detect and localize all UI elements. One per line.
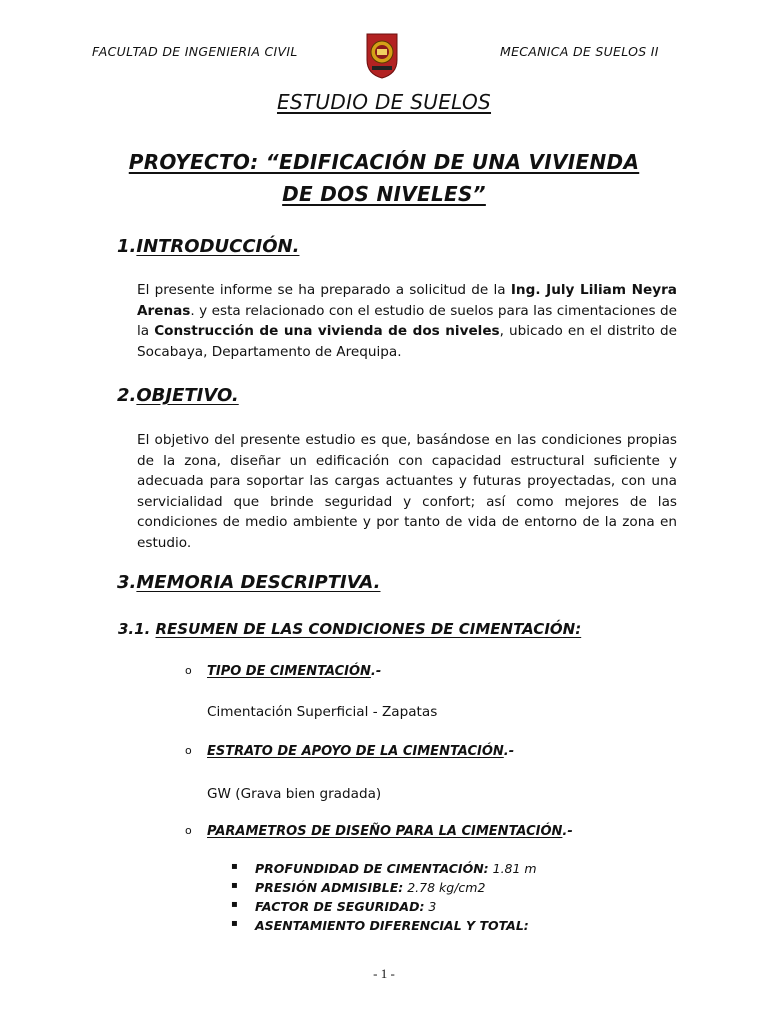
- bullet-icon: o: [185, 744, 192, 757]
- introduccion-paragraph: [137, 280, 677, 362]
- item-heading-estrato: [207, 744, 514, 759]
- param-label: FACTOR DE SEGURIDAD:: [255, 899, 425, 914]
- subsection-heading: [118, 620, 581, 638]
- param-label: PRESIÓN ADMISIBLE:: [255, 880, 404, 895]
- section-heading-introduccion: [117, 236, 299, 257]
- subsection-separator: .: [144, 620, 156, 638]
- param-asentamiento: [255, 918, 529, 933]
- param-value: 2.78 kg/cm2: [403, 880, 486, 895]
- item-title: TIPO DE CIMENTACIÓN: [207, 664, 371, 679]
- header-course: MECANICA DE SUELOS II: [500, 44, 659, 59]
- param-label: ASENTAMIENTO DIFERENCIAL Y TOTAL:: [255, 918, 529, 933]
- item-text-estrato: GW (Grava bien gradada): [207, 786, 382, 802]
- objetivo-paragraph: El objetivo del presente estudio es que, basándose en las condiciones propias de la zona, diseñar un edificación con capacidad estructural suficiente y adecuada para soportar las cargas actuantes y futuras proyectadas, con una servicialidad que brinde seguridad y confort; así como mejores de las condiciones de medio ambiente y por tanto de vida de entorno de la zona en estudio.: [137, 432, 677, 551]
- square-bullet-icon: ▪: [231, 899, 238, 910]
- section-number: 1.: [117, 236, 137, 257]
- item-text-tipo: Cimentación Superficial - Zapatas: [207, 704, 438, 720]
- param-presion: [255, 880, 485, 895]
- project-title-line1: PROYECTO: “EDIFICACIÓN DE UNA VIVIENDA: [128, 150, 640, 174]
- param-value: 3: [424, 899, 437, 914]
- document-title: ESTUDIO DE SUELOS: [276, 90, 492, 114]
- param-label: PROFUNDIDAD DE CIMENTACIÓN:: [255, 861, 489, 876]
- square-bullet-icon: ▪: [231, 918, 238, 929]
- item-suffix: .-: [370, 664, 382, 679]
- section-number: 3.: [117, 572, 137, 593]
- section-title: INTRODUCCIÓN.: [136, 236, 300, 257]
- section-title: OBJETIVO.: [136, 385, 239, 406]
- param-value: 1.81 m: [488, 861, 537, 876]
- item-heading-parametros: [207, 824, 573, 839]
- page-number: - 1 -: [373, 966, 395, 981]
- text-run: , ubicado en el distrito de Socabaya, Departamento de Arequipa.: [137, 323, 678, 360]
- subsection-title: RESUMEN DE LAS CONDICIONES DE CIMENTACIÓN:: [155, 620, 582, 638]
- text-run: . y esta relacionado con el estudio de suelos para las cimentaciones de la: [137, 302, 677, 339]
- item-heading-tipo: [207, 664, 381, 679]
- square-bullet-icon: ▪: [231, 861, 238, 872]
- square-bullet-icon: ▪: [231, 880, 238, 891]
- bullet-icon: o: [185, 824, 192, 837]
- bullet-icon: o: [185, 664, 192, 677]
- project-title-line2: DE DOS NIVELES”: [282, 182, 486, 206]
- section-heading-objetivo: [117, 385, 239, 406]
- param-profundidad: [255, 861, 537, 876]
- requester-name: Ing. July Liliam Neyra Arenas: [137, 282, 677, 319]
- text-run: El presente informe se ha preparado a solicitud de la: [137, 282, 511, 298]
- section-number: 2.: [117, 385, 137, 406]
- item-suffix: .-: [503, 744, 515, 759]
- project-name: Construcción de una vivienda de dos niveles: [154, 323, 500, 339]
- header-faculty: FACULTAD DE INGENIERIA CIVIL: [92, 44, 298, 59]
- subsection-number: 3.1: [118, 620, 145, 638]
- section-title: MEMORIA DESCRIPTIVA.: [136, 572, 381, 593]
- param-factor: [255, 899, 436, 914]
- university-seal-icon: [365, 30, 399, 80]
- item-suffix: .-: [562, 824, 573, 839]
- item-title: PARAMETROS DE DISEÑO PARA LA CIMENTACIÓN: [207, 824, 563, 839]
- section-heading-memoria: [117, 572, 381, 593]
- item-title: ESTRATO DE APOYO DE LA CIMENTACIÓN: [207, 744, 504, 759]
